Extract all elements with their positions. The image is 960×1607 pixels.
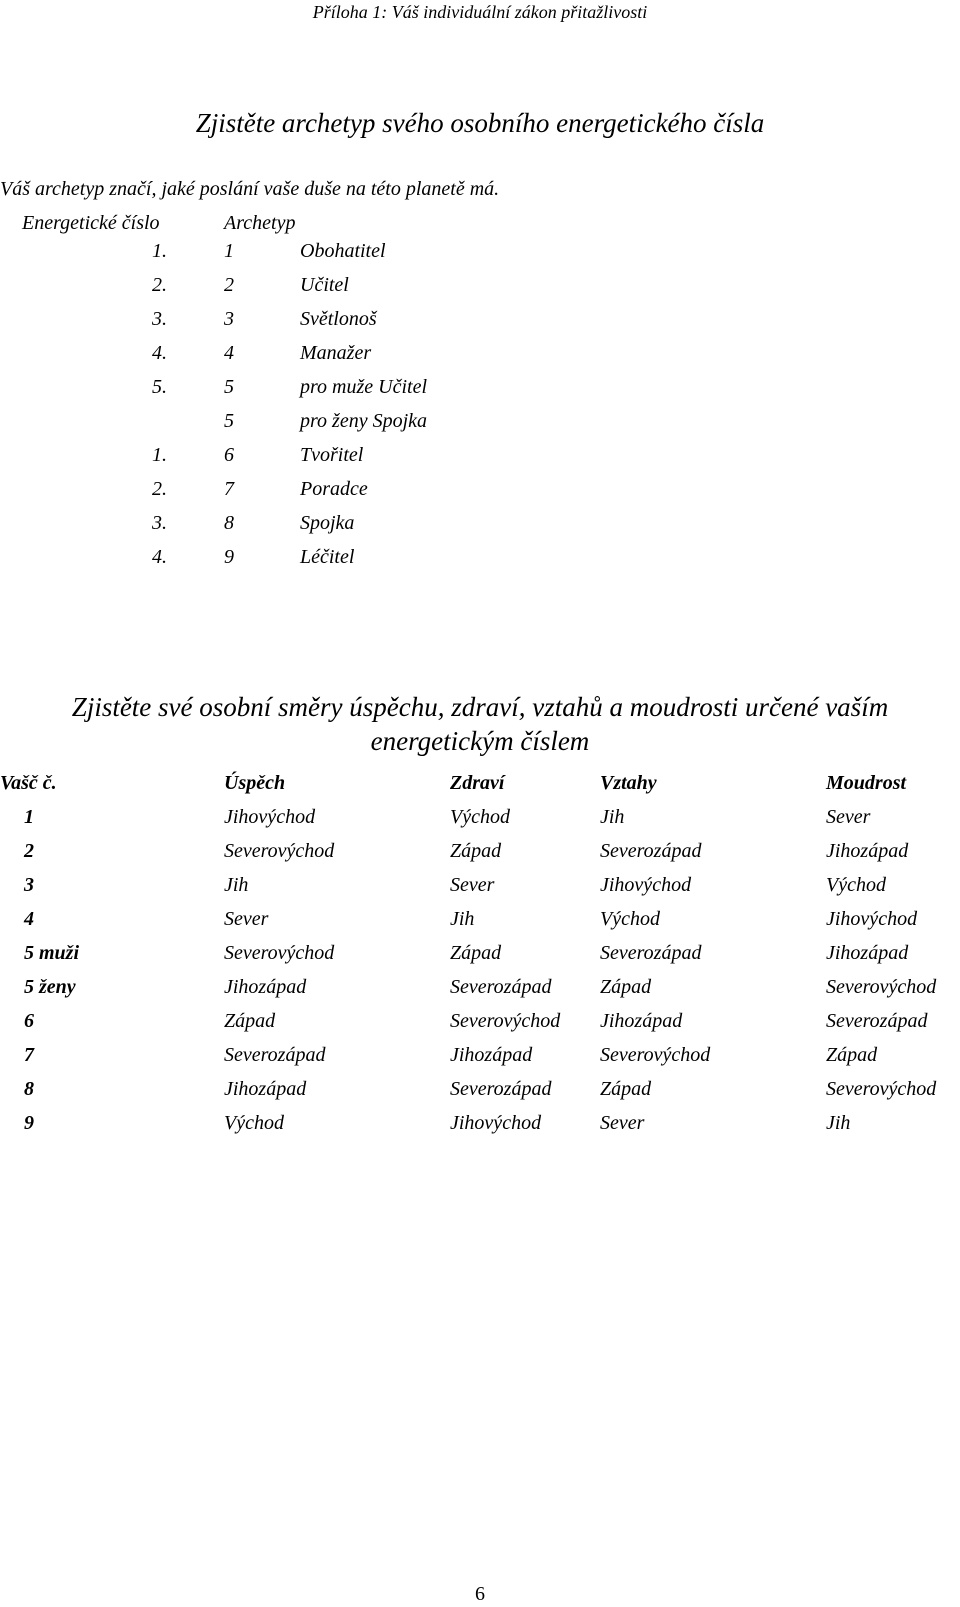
cell-relationships: Severovýchod [600, 1044, 711, 1066]
table-row [0, 1078, 960, 1112]
archetype-name: Obohatitel [300, 240, 386, 262]
cell-wisdom: Západ [826, 1044, 878, 1066]
cell-wisdom: Jih [826, 1112, 851, 1134]
cell-relationships: Západ [600, 1078, 652, 1100]
archetype-number: 8 [224, 512, 234, 534]
cell-relationships: Východ [600, 908, 660, 930]
header-num: Vašč č. [0, 772, 57, 794]
cell-wisdom: Jihozápad [826, 840, 909, 862]
directions-table-header [0, 772, 960, 806]
cell-success: Západ [224, 1010, 276, 1032]
archetype-list-marker: 2. [152, 478, 167, 500]
running-header: Příloha 1: Váš individuální zákon přitažlivosti [312, 2, 648, 22]
cell-health: Západ [450, 942, 502, 964]
cell-number: 5 ženy [24, 976, 76, 998]
archetype-number: 1 [224, 240, 234, 262]
archetype-list-marker: 5. [152, 376, 167, 398]
archetype-list-marker: 4. [152, 342, 167, 364]
cell-relationships: Západ [600, 976, 652, 998]
cell-health: Jih [450, 908, 475, 930]
archetype-intro: Váš archetyp značí, jaké poslání vaše duše na této planetě má. [0, 178, 500, 200]
archetype-row [0, 342, 600, 376]
cell-health: Východ [450, 806, 510, 828]
cell-wisdom: Severovýchod [826, 976, 937, 998]
table-row [0, 1112, 960, 1146]
cell-number: 1 [24, 806, 34, 828]
directions-section-title: Zjistěte své osobní směry úspěchu, zdraví, vztahů a moudrosti určené vaším energetickým číslem [71, 692, 889, 756]
archetype-list-marker: 1. [152, 444, 167, 466]
archetype-number: 2 [224, 274, 234, 296]
cell-success: Severovýchod [224, 942, 335, 964]
archetype-row [0, 546, 600, 580]
cell-success: Sever [224, 908, 269, 930]
archetype-number: 5 [224, 376, 234, 398]
header-health: Zdraví [450, 772, 505, 794]
page-number: 6 [475, 1583, 485, 1605]
table-row [0, 976, 960, 1010]
cell-wisdom: Sever [826, 806, 871, 828]
archetype-row [0, 512, 600, 546]
archetype-list-marker: 3. [152, 308, 167, 330]
cell-success: Severovýchod [224, 840, 335, 862]
header-success: Úspěch [224, 772, 286, 794]
archetype-row [0, 410, 600, 444]
archetype-row [0, 274, 600, 308]
cell-number: 3 [24, 874, 34, 896]
cell-number: 4 [24, 908, 34, 930]
cell-wisdom: Jihovýchod [826, 908, 918, 930]
cell-wisdom: Východ [826, 874, 886, 896]
cell-success: Jihovýchod [224, 806, 316, 828]
archetype-name: pro ženy Spojka [300, 410, 428, 432]
archetype-col-archetype-label: Archetyp [224, 212, 296, 234]
cell-wisdom: Severozápad [826, 1010, 928, 1032]
archetype-name: Spojka [300, 512, 355, 534]
cell-health: Severozápad [450, 976, 552, 998]
cell-relationships: Jihovýchod [600, 874, 692, 896]
cell-health: Západ [450, 840, 502, 862]
archetype-number: 6 [224, 444, 234, 466]
archetype-row [0, 444, 600, 478]
cell-number: 5 muži [24, 942, 80, 964]
archetype-row [0, 240, 600, 274]
table-row [0, 1010, 960, 1044]
archetype-name: Tvořitel [300, 444, 364, 466]
archetype-number: 5 [224, 410, 234, 432]
cell-success: Severozápad [224, 1044, 326, 1066]
cell-health: Severozápad [450, 1078, 552, 1100]
archetype-list-marker: 1. [152, 240, 167, 262]
cell-success: Východ [224, 1112, 284, 1134]
cell-number: 7 [24, 1044, 34, 1066]
archetype-name: Učitel [300, 274, 349, 296]
cell-wisdom: Jihozápad [826, 942, 909, 964]
header-relationships: Vztahy [600, 772, 657, 794]
archetype-number: 7 [224, 478, 234, 500]
archetype-row [0, 376, 600, 410]
archetype-name: pro muže Učitel [300, 376, 428, 398]
cell-number: 6 [24, 1010, 34, 1032]
cell-relationships: Sever [600, 1112, 645, 1134]
archetype-list-marker: 2. [152, 274, 167, 296]
archetype-number: 3 [224, 308, 234, 330]
cell-health: Jihozápad [450, 1044, 533, 1066]
archetype-list-marker: 3. [152, 512, 167, 534]
table-row [0, 840, 960, 874]
cell-relationships: Jih [600, 806, 625, 828]
cell-relationships: Severozápad [600, 840, 702, 862]
table-row [0, 908, 960, 942]
archetype-section-title: Zjistěte archetyp svého osobního energetického čísla [195, 108, 765, 138]
cell-health: Jihovýchod [450, 1112, 542, 1134]
cell-wisdom: Severovýchod [826, 1078, 937, 1100]
table-row [0, 806, 960, 840]
archetype-row [0, 308, 600, 342]
cell-number: 9 [24, 1112, 34, 1134]
archetype-name: Poradce [300, 478, 368, 500]
archetype-number: 4 [224, 342, 234, 364]
cell-success: Jih [224, 874, 249, 896]
cell-relationships: Severozápad [600, 942, 702, 964]
archetype-number: 9 [224, 546, 234, 568]
archetype-name: Světlonoš [300, 308, 377, 330]
table-row [0, 1044, 960, 1078]
cell-number: 8 [24, 1078, 34, 1100]
table-row [0, 942, 960, 976]
header-wisdom: Moudrost [826, 772, 907, 794]
archetype-name: Léčitel [300, 546, 355, 568]
archetype-list-marker: 4. [152, 546, 167, 568]
cell-health: Sever [450, 874, 495, 896]
table-row [0, 874, 960, 908]
archetype-col-energy-label: Energetické číslo [22, 212, 160, 234]
cell-health: Severovýchod [450, 1010, 561, 1032]
archetype-name: Manažer [300, 342, 372, 364]
archetype-row [0, 478, 600, 512]
cell-relationships: Jihozápad [600, 1010, 683, 1032]
cell-success: Jihozápad [224, 1078, 307, 1100]
cell-number: 2 [24, 840, 34, 862]
cell-success: Jihozápad [224, 976, 307, 998]
